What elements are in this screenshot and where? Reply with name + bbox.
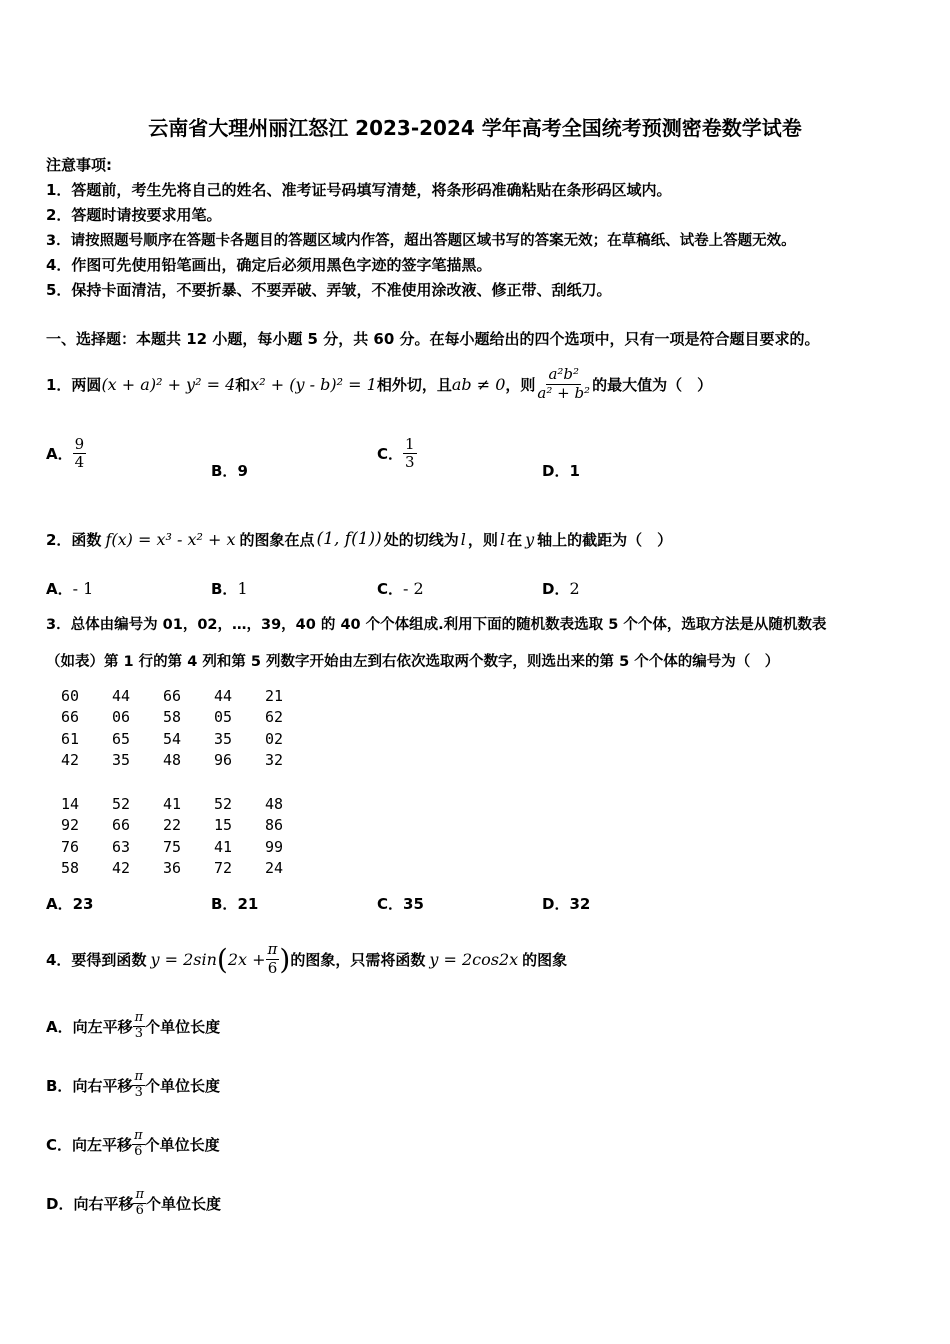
frac-den: 6 xyxy=(134,1143,143,1159)
option-value: 1 xyxy=(569,462,580,480)
frac-num: 1 xyxy=(405,435,415,453)
q2-function: f(x) = x³ - x² + x xyxy=(105,529,236,549)
q1-then: ，则 xyxy=(505,375,536,394)
q2-y: y xyxy=(525,529,535,549)
table-cell: 05 xyxy=(214,708,233,727)
q1-frac-num: a²b² xyxy=(548,365,580,384)
left-paren: ( xyxy=(216,942,228,976)
frac-den: 6 xyxy=(267,958,278,977)
frac-den: 3 xyxy=(405,453,415,472)
table-cell: 86 xyxy=(265,816,284,835)
table-row xyxy=(61,750,316,772)
table-row xyxy=(61,728,316,750)
table-cell: 48 xyxy=(163,751,182,770)
page-title: 云南省大理州丽江怒江 2023-2024 学年高考全国统考预测密卷数学试卷 xyxy=(148,116,802,140)
q2-option-a[interactable] xyxy=(46,578,93,599)
option-label: A． xyxy=(46,445,73,464)
table-cell: 44 xyxy=(214,686,233,705)
q3-line2: （如表）第 1 行的第 4 列和第 5 列数字开始由左到右依次选取两个数字，则选出来的第 5 个个体的编号为（ ） xyxy=(46,654,780,670)
q4-func1-inner: 2x + xyxy=(227,949,266,969)
table-cell: 15 xyxy=(214,816,233,835)
q2-l: l xyxy=(460,529,466,549)
notice-item: 2．答题时请按要求用笔。 xyxy=(46,206,222,224)
q3-option-b[interactable] xyxy=(211,893,258,914)
option-fraction xyxy=(132,1070,145,1101)
option-text: 个单位长度 xyxy=(144,1135,220,1154)
question-2 xyxy=(46,521,672,557)
table-cell: 42 xyxy=(61,751,80,770)
frac-den: 4 xyxy=(74,453,85,472)
table-cell: 21 xyxy=(265,686,284,705)
option-value: 21 xyxy=(237,895,259,913)
right-paren: ) xyxy=(279,942,291,976)
q4-func2: y = 2cos2x xyxy=(429,949,519,969)
q2-option-c[interactable] xyxy=(377,578,424,599)
option-fraction xyxy=(132,1129,145,1160)
table-cell: 42 xyxy=(112,859,131,878)
q4-prefix: 4．要得到函数 xyxy=(46,950,147,969)
q2-option-b[interactable] xyxy=(211,578,248,599)
table-cell: 52 xyxy=(112,794,131,813)
q1-prefix: 1．两圆 xyxy=(46,375,102,394)
frac-den: 3 xyxy=(134,1025,144,1041)
option-value: 9 xyxy=(237,462,248,480)
table-cell: 54 xyxy=(163,729,182,748)
table-cell: 22 xyxy=(163,816,182,835)
q2-option-d[interactable] xyxy=(542,578,580,599)
table-cell: 62 xyxy=(265,708,284,727)
option-label: A． xyxy=(46,1017,73,1036)
option-label: B． xyxy=(46,1076,73,1095)
table-row xyxy=(61,793,316,815)
table-row xyxy=(61,836,316,858)
option-text: 向右平移 xyxy=(73,1194,134,1213)
q2-then: ，则 xyxy=(467,530,498,549)
option-text: 个单位长度 xyxy=(145,1076,221,1095)
option-text: 个单位长度 xyxy=(146,1194,222,1213)
q1-option-c[interactable] xyxy=(377,436,417,472)
table-cell: 35 xyxy=(112,751,131,770)
frac-num: π xyxy=(267,940,278,959)
frac-num: 9 xyxy=(74,435,85,453)
option-label: B． xyxy=(211,462,238,480)
notice-heading: 注意事项: xyxy=(46,156,112,174)
q2-l2: l xyxy=(499,529,506,549)
option-text: 向左平移 xyxy=(72,1017,133,1036)
option-fraction xyxy=(73,436,87,472)
table-cell: 72 xyxy=(214,859,233,878)
q4-option-b[interactable] xyxy=(46,1070,220,1101)
table-cell: 92 xyxy=(61,816,80,835)
section-heading: 一、选择题：本题共 12 小题，每小题 5 分，共 60 分。在每小题给出的四个选项中，只有一项是符合题目要求的。 xyxy=(46,330,820,348)
option-text: 向左平移 xyxy=(72,1135,133,1154)
q1-condition: ab ≠ 0 xyxy=(451,374,506,394)
option-label: A． xyxy=(46,580,73,598)
table-cell: 32 xyxy=(265,751,284,770)
q2-suffix: 轴上的截距为（ ） xyxy=(537,530,673,549)
table-cell: 65 xyxy=(112,729,131,748)
option-label: A． xyxy=(46,895,73,913)
q3-option-c[interactable] xyxy=(377,893,424,914)
option-value: - 1 xyxy=(72,579,94,598)
option-label: C． xyxy=(377,895,404,913)
frac-num: π xyxy=(134,1128,143,1143)
option-value: 32 xyxy=(569,895,591,913)
option-fraction xyxy=(403,436,417,472)
table-cell: 99 xyxy=(265,837,284,856)
frac-num: π xyxy=(135,1187,145,1202)
q1-option-d[interactable] xyxy=(542,460,580,481)
option-label: D． xyxy=(542,462,570,480)
table-cell: 02 xyxy=(265,729,284,748)
option-label: C． xyxy=(46,1135,73,1154)
table-cell: 60 xyxy=(61,686,80,705)
table-cell: 48 xyxy=(265,794,284,813)
table-cell: 24 xyxy=(265,859,284,878)
option-text: 向右平移 xyxy=(72,1076,133,1095)
option-label: C． xyxy=(377,445,404,464)
q1-option-b[interactable] xyxy=(211,460,248,481)
table-cell: 58 xyxy=(61,859,80,878)
q2-mid: 的图象在点 xyxy=(239,530,315,549)
table-cell: 44 xyxy=(112,686,131,705)
table-row xyxy=(61,685,316,707)
option-label: D． xyxy=(46,1194,74,1213)
option-value: 23 xyxy=(72,895,94,913)
q2-on: 在 xyxy=(507,530,523,549)
q2-prefix: 2．函数 xyxy=(46,530,102,549)
q3-option-a[interactable] xyxy=(46,893,93,914)
option-label: D． xyxy=(542,895,570,913)
q4-mid: 的图象，只需将函数 xyxy=(290,950,426,969)
table-cell: 75 xyxy=(163,837,182,856)
question-1 xyxy=(46,358,712,410)
q1-fraction xyxy=(535,366,592,402)
table-cell: 36 xyxy=(163,859,182,878)
q1-circle1: (x + a)² + y² = 4 xyxy=(101,374,236,394)
table-row xyxy=(61,707,316,729)
option-value: 35 xyxy=(403,895,424,913)
option-label: B． xyxy=(211,895,238,913)
table-cell: 14 xyxy=(61,794,80,813)
table-cell: 66 xyxy=(112,816,131,835)
q1-mid: 相外切，且 xyxy=(376,375,452,394)
option-value: 2 xyxy=(569,579,580,598)
table-cell: 35 xyxy=(214,729,233,748)
notice-item: 5．保持卡面清洁，不要折暴、不要弄破、弄皱，不准使用涂改液、修正带、刮纸刀。 xyxy=(46,281,612,299)
random-table-block-2 xyxy=(61,793,316,879)
table-cell: 96 xyxy=(214,751,233,770)
question-4 xyxy=(46,930,567,988)
q4-func1-left: y = 2sin xyxy=(150,949,217,969)
notice-item: 1．答题前，考生先将自己的姓名、准考证号码填写清楚，将条形码准确粘贴在条形码区域内。 xyxy=(46,181,672,199)
q2-point: (1, f(1)) xyxy=(316,529,382,549)
option-text: 个单位长度 xyxy=(145,1017,221,1036)
option-fraction xyxy=(133,1011,146,1042)
q3-option-d[interactable] xyxy=(542,893,590,914)
q4-option-a[interactable] xyxy=(46,1011,220,1042)
q4-suffix: 的图象 xyxy=(522,950,568,969)
frac-den: 3 xyxy=(134,1084,143,1100)
table-cell: 52 xyxy=(214,794,233,813)
table-cell: 61 xyxy=(61,729,80,748)
option-fraction xyxy=(133,1188,146,1219)
q1-frac-den: a² + b² xyxy=(537,383,591,402)
table-cell: 76 xyxy=(61,837,80,856)
q4-pi-fraction xyxy=(266,941,280,977)
notice-item: 3．请按照题号顺序在答题卡各题目的答题区域内作答，超出答题区域书写的答案无效；在草稿纸、试卷上答题无效。 xyxy=(46,233,796,249)
frac-num: π xyxy=(134,1010,144,1025)
q4-option-c[interactable] xyxy=(46,1129,220,1160)
table-cell: 41 xyxy=(214,837,233,856)
option-label: B． xyxy=(211,580,238,598)
q4-option-d[interactable] xyxy=(46,1188,221,1219)
q2-mid2: 处的切线为 xyxy=(383,530,459,549)
table-cell: 06 xyxy=(112,708,131,727)
table-cell: 41 xyxy=(163,794,182,813)
q1-and: 和 xyxy=(235,375,251,394)
option-value: - 2 xyxy=(403,579,424,598)
notice-item: 4．作图可先使用铅笔画出，确定后必须用黑色字迹的签字笔描黑。 xyxy=(46,256,492,274)
q1-option-a[interactable] xyxy=(46,436,86,472)
option-value: 1 xyxy=(237,579,248,598)
table-cell: 66 xyxy=(61,708,80,727)
q3-line1: 3．总体由编号为 01，02，…，39，40 的 40 个个体组成.利用下面的随机数表选取 5 个个体，选取方法是从随机数表 xyxy=(46,617,827,633)
q1-circle2: x² + (y - b)² = 1 xyxy=(250,374,377,394)
table-cell: 58 xyxy=(163,708,182,727)
random-table-block-1 xyxy=(61,685,316,771)
option-label: D． xyxy=(542,580,570,598)
option-label: C． xyxy=(377,580,404,598)
table-row xyxy=(61,858,316,880)
q1-suffix: 的最大值为（ ） xyxy=(592,375,713,394)
table-cell: 63 xyxy=(112,837,131,856)
table-cell: 66 xyxy=(163,686,182,705)
frac-num: π xyxy=(134,1069,143,1084)
frac-den: 6 xyxy=(135,1202,144,1218)
table-row xyxy=(61,815,316,837)
